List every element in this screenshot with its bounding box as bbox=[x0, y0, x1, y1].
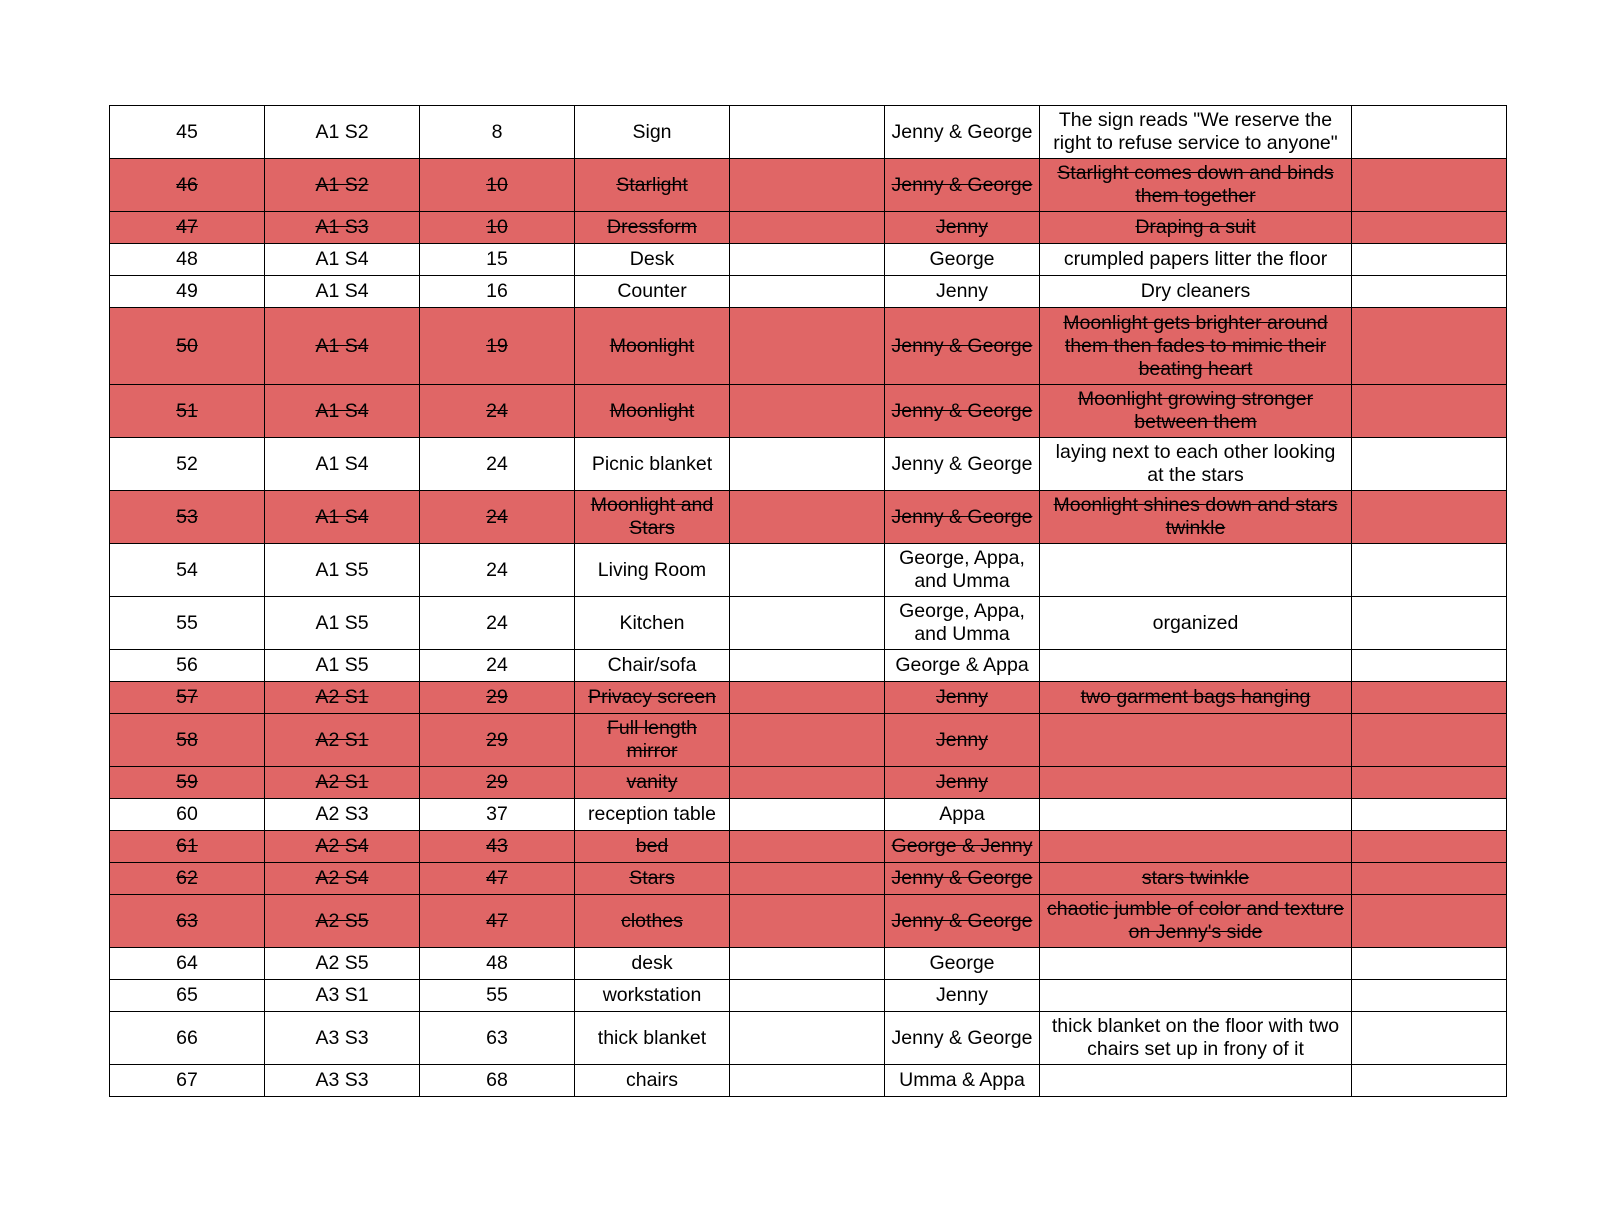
cell-extra[interactable] bbox=[1352, 159, 1507, 212]
table-row-struck bbox=[110, 682, 1507, 714]
cell-scene[interactable]: A1 S3 bbox=[265, 212, 420, 244]
cell-item[interactable]: Chair/sofa bbox=[575, 650, 730, 682]
cell-scene[interactable]: A2 S1 bbox=[265, 714, 420, 767]
cell-page[interactable]: 24 bbox=[420, 544, 575, 597]
table-row bbox=[110, 244, 1507, 276]
table-row bbox=[110, 1012, 1507, 1065]
cell-extra[interactable] bbox=[1352, 106, 1507, 159]
cell-empty[interactable] bbox=[730, 438, 885, 491]
table-row bbox=[110, 276, 1507, 308]
table-row-struck bbox=[110, 212, 1507, 244]
cell-empty[interactable] bbox=[730, 863, 885, 895]
cell-scene[interactable]: A1 S4 bbox=[265, 385, 420, 438]
cell-number[interactable]: 63 bbox=[110, 895, 265, 948]
cell-scene[interactable]: A1 S4 bbox=[265, 308, 420, 385]
cell-empty[interactable] bbox=[730, 980, 885, 1012]
cell-item[interactable]: chairs bbox=[575, 1065, 730, 1097]
cell-item[interactable]: clothes bbox=[575, 895, 730, 948]
table-row-struck bbox=[110, 895, 1507, 948]
cell-characters[interactable]: Jenny & George bbox=[885, 438, 1040, 491]
cell-page[interactable]: 37 bbox=[420, 799, 575, 831]
cell-characters[interactable]: George bbox=[885, 244, 1040, 276]
cell-characters[interactable]: Jenny & George bbox=[885, 106, 1040, 159]
table-row-struck bbox=[110, 714, 1507, 767]
cell-characters[interactable]: George & Appa bbox=[885, 650, 1040, 682]
cell-item[interactable]: Moonlight bbox=[575, 385, 730, 438]
cell-empty[interactable] bbox=[730, 1012, 885, 1065]
cell-scene[interactable]: A2 S5 bbox=[265, 895, 420, 948]
cell-page[interactable]: 24 bbox=[420, 438, 575, 491]
cell-extra[interactable] bbox=[1352, 276, 1507, 308]
cell-item[interactable]: Counter bbox=[575, 276, 730, 308]
cell-item[interactable]: Stars bbox=[575, 863, 730, 895]
cell-notes[interactable] bbox=[1040, 767, 1352, 799]
cell-number[interactable]: 57 bbox=[110, 682, 265, 714]
table-row bbox=[110, 1065, 1507, 1097]
cell-characters[interactable]: Jenny & George bbox=[885, 895, 1040, 948]
cell-page[interactable]: 55 bbox=[420, 980, 575, 1012]
cell-characters[interactable]: George bbox=[885, 948, 1040, 980]
cell-characters[interactable]: Jenny bbox=[885, 714, 1040, 767]
cell-number[interactable]: 45 bbox=[110, 106, 265, 159]
cell-number[interactable]: 48 bbox=[110, 244, 265, 276]
cell-empty[interactable] bbox=[730, 491, 885, 544]
cell-scene[interactable]: A1 S5 bbox=[265, 544, 420, 597]
table-row-struck bbox=[110, 159, 1507, 212]
cell-number[interactable]: 55 bbox=[110, 597, 265, 650]
cell-item[interactable]: vanity bbox=[575, 767, 730, 799]
cell-item[interactable]: workstation bbox=[575, 980, 730, 1012]
table-row-struck bbox=[110, 385, 1507, 438]
cell-item[interactable]: Sign bbox=[575, 106, 730, 159]
cell-page[interactable]: 10 bbox=[420, 159, 575, 212]
cell-scene[interactable]: A1 S4 bbox=[265, 276, 420, 308]
cell-item[interactable]: thick blanket bbox=[575, 1012, 730, 1065]
cell-scene[interactable]: A1 S5 bbox=[265, 650, 420, 682]
cell-characters[interactable]: Jenny & George bbox=[885, 491, 1040, 544]
cell-characters[interactable]: George & Jenny bbox=[885, 831, 1040, 863]
cell-scene[interactable]: A2 S1 bbox=[265, 682, 420, 714]
cell-page[interactable]: 19 bbox=[420, 308, 575, 385]
cell-notes[interactable]: Moonlight growing stronger between them bbox=[1040, 385, 1352, 438]
cell-empty[interactable] bbox=[730, 799, 885, 831]
cell-page[interactable]: 48 bbox=[420, 948, 575, 980]
cell-characters[interactable]: Jenny bbox=[885, 276, 1040, 308]
cell-item[interactable]: Living Room bbox=[575, 544, 730, 597]
cell-page[interactable]: 24 bbox=[420, 491, 575, 544]
cell-scene[interactable]: A3 S3 bbox=[265, 1065, 420, 1097]
cell-scene[interactable]: A2 S1 bbox=[265, 767, 420, 799]
cell-characters[interactable]: George, Appa, and Umma bbox=[885, 544, 1040, 597]
cell-number[interactable]: 59 bbox=[110, 767, 265, 799]
cell-notes[interactable]: chaotic jumble of color and texture on Jenny's side bbox=[1040, 895, 1352, 948]
cell-page[interactable]: 47 bbox=[420, 863, 575, 895]
cell-notes[interactable] bbox=[1040, 948, 1352, 980]
cell-extra[interactable] bbox=[1352, 767, 1507, 799]
cell-empty[interactable] bbox=[730, 385, 885, 438]
cell-notes[interactable]: Draping a suit bbox=[1040, 212, 1352, 244]
cell-notes[interactable] bbox=[1040, 799, 1352, 831]
cell-number[interactable]: 66 bbox=[110, 1012, 265, 1065]
cell-characters[interactable]: Jenny & George bbox=[885, 308, 1040, 385]
cell-number[interactable]: 64 bbox=[110, 948, 265, 980]
table-row bbox=[110, 438, 1507, 491]
cell-extra[interactable] bbox=[1352, 980, 1507, 1012]
cell-extra[interactable] bbox=[1352, 438, 1507, 491]
cell-extra[interactable] bbox=[1352, 597, 1507, 650]
cell-scene[interactable]: A1 S5 bbox=[265, 597, 420, 650]
cell-page[interactable]: 24 bbox=[420, 650, 575, 682]
cell-item[interactable]: Dressform bbox=[575, 212, 730, 244]
cell-item[interactable]: Moonlight and Stars bbox=[575, 491, 730, 544]
cell-scene[interactable]: A1 S4 bbox=[265, 244, 420, 276]
cell-notes[interactable] bbox=[1040, 650, 1352, 682]
cell-number[interactable]: 51 bbox=[110, 385, 265, 438]
cell-notes[interactable]: organized bbox=[1040, 597, 1352, 650]
cell-number[interactable]: 49 bbox=[110, 276, 265, 308]
table-row-struck bbox=[110, 863, 1507, 895]
cell-notes[interactable] bbox=[1040, 544, 1352, 597]
table-row bbox=[110, 948, 1507, 980]
cell-empty[interactable] bbox=[730, 682, 885, 714]
cell-empty[interactable] bbox=[730, 159, 885, 212]
cell-notes[interactable]: thick blanket on the floor with two chairs set up in frony of it bbox=[1040, 1012, 1352, 1065]
cell-characters[interactable]: Jenny & George bbox=[885, 863, 1040, 895]
cell-number[interactable]: 52 bbox=[110, 438, 265, 491]
cell-scene[interactable]: A2 S4 bbox=[265, 831, 420, 863]
cell-empty[interactable] bbox=[730, 650, 885, 682]
table-row-struck bbox=[110, 491, 1507, 544]
cell-page[interactable]: 47 bbox=[420, 895, 575, 948]
cell-empty[interactable] bbox=[730, 895, 885, 948]
cell-item[interactable]: Picnic blanket bbox=[575, 438, 730, 491]
cell-number[interactable]: 61 bbox=[110, 831, 265, 863]
cell-notes[interactable] bbox=[1040, 1065, 1352, 1097]
cell-item[interactable]: reception table bbox=[575, 799, 730, 831]
cell-number[interactable]: 58 bbox=[110, 714, 265, 767]
cell-empty[interactable] bbox=[730, 948, 885, 980]
cell-characters[interactable]: Jenny bbox=[885, 682, 1040, 714]
cell-item[interactable]: Moonlight bbox=[575, 308, 730, 385]
cell-empty[interactable] bbox=[730, 308, 885, 385]
cell-number[interactable]: 54 bbox=[110, 544, 265, 597]
cell-extra[interactable] bbox=[1352, 799, 1507, 831]
cell-number[interactable]: 62 bbox=[110, 863, 265, 895]
cell-page[interactable]: 63 bbox=[420, 1012, 575, 1065]
cell-scene[interactable]: A3 S3 bbox=[265, 1012, 420, 1065]
cell-empty[interactable] bbox=[730, 714, 885, 767]
cell-number[interactable]: 56 bbox=[110, 650, 265, 682]
cell-extra[interactable] bbox=[1352, 244, 1507, 276]
cell-page[interactable]: 43 bbox=[420, 831, 575, 863]
cell-scene[interactable]: A2 S3 bbox=[265, 799, 420, 831]
cell-number[interactable]: 65 bbox=[110, 980, 265, 1012]
cell-scene[interactable]: A1 S2 bbox=[265, 106, 420, 159]
cell-notes[interactable]: Moonlight gets brighter around them then fades to mimic their beating heart bbox=[1040, 308, 1352, 385]
cell-notes[interactable]: crumpled papers litter the floor bbox=[1040, 244, 1352, 276]
cell-number[interactable]: 47 bbox=[110, 212, 265, 244]
cell-notes[interactable] bbox=[1040, 831, 1352, 863]
cell-page[interactable]: 16 bbox=[420, 276, 575, 308]
table-body bbox=[110, 106, 1507, 1097]
cell-characters[interactable]: Jenny & George bbox=[885, 159, 1040, 212]
cell-characters[interactable]: Jenny bbox=[885, 767, 1040, 799]
cell-extra[interactable] bbox=[1352, 544, 1507, 597]
cell-scene[interactable]: A1 S4 bbox=[265, 491, 420, 544]
cell-notes[interactable] bbox=[1040, 980, 1352, 1012]
table-row bbox=[110, 106, 1507, 159]
table-row bbox=[110, 980, 1507, 1012]
cell-empty[interactable] bbox=[730, 1065, 885, 1097]
cell-notes[interactable]: two garment bags hanging bbox=[1040, 682, 1352, 714]
cell-empty[interactable] bbox=[730, 276, 885, 308]
table-row-struck bbox=[110, 767, 1507, 799]
cell-characters[interactable]: Appa bbox=[885, 799, 1040, 831]
cell-item[interactable]: Kitchen bbox=[575, 597, 730, 650]
cell-page[interactable]: 8 bbox=[420, 106, 575, 159]
cell-empty[interactable] bbox=[730, 244, 885, 276]
cell-page[interactable]: 24 bbox=[420, 385, 575, 438]
table-row-struck bbox=[110, 308, 1507, 385]
cell-empty[interactable] bbox=[730, 767, 885, 799]
props-table bbox=[109, 105, 1507, 1097]
cell-page[interactable]: 29 bbox=[420, 714, 575, 767]
cell-characters[interactable]: Jenny bbox=[885, 980, 1040, 1012]
table-row bbox=[110, 650, 1507, 682]
cell-number[interactable]: 50 bbox=[110, 308, 265, 385]
cell-characters[interactable]: George, Appa, and Umma bbox=[885, 597, 1040, 650]
cell-extra[interactable] bbox=[1352, 863, 1507, 895]
cell-extra[interactable] bbox=[1352, 714, 1507, 767]
table-row bbox=[110, 799, 1507, 831]
cell-item[interactable]: Full length mirror bbox=[575, 714, 730, 767]
cell-notes[interactable]: Dry cleaners bbox=[1040, 276, 1352, 308]
cell-empty[interactable] bbox=[730, 212, 885, 244]
cell-characters[interactable]: Jenny & George bbox=[885, 385, 1040, 438]
cell-extra[interactable] bbox=[1352, 308, 1507, 385]
cell-page[interactable]: 24 bbox=[420, 597, 575, 650]
cell-extra[interactable] bbox=[1352, 385, 1507, 438]
cell-page[interactable]: 68 bbox=[420, 1065, 575, 1097]
cell-notes[interactable]: The sign reads "We reserve the right to refuse service to anyone" bbox=[1040, 106, 1352, 159]
cell-scene[interactable]: A3 S1 bbox=[265, 980, 420, 1012]
cell-extra[interactable] bbox=[1352, 948, 1507, 980]
cell-extra[interactable] bbox=[1352, 1012, 1507, 1065]
cell-number[interactable]: 46 bbox=[110, 159, 265, 212]
cell-extra[interactable] bbox=[1352, 895, 1507, 948]
table-row-struck bbox=[110, 831, 1507, 863]
cell-number[interactable]: 67 bbox=[110, 1065, 265, 1097]
cell-empty[interactable] bbox=[730, 597, 885, 650]
cell-notes[interactable]: laying next to each other looking at the stars bbox=[1040, 438, 1352, 491]
cell-number[interactable]: 60 bbox=[110, 799, 265, 831]
cell-empty[interactable] bbox=[730, 544, 885, 597]
cell-page[interactable]: 29 bbox=[420, 682, 575, 714]
cell-page[interactable]: 10 bbox=[420, 212, 575, 244]
cell-characters[interactable]: Jenny & George bbox=[885, 1012, 1040, 1065]
cell-extra[interactable] bbox=[1352, 212, 1507, 244]
cell-item[interactable]: Desk bbox=[575, 244, 730, 276]
cell-scene[interactable]: A1 S2 bbox=[265, 159, 420, 212]
cell-extra[interactable] bbox=[1352, 650, 1507, 682]
cell-page[interactable]: 15 bbox=[420, 244, 575, 276]
cell-scene[interactable]: A2 S5 bbox=[265, 948, 420, 980]
cell-notes[interactable]: Starlight comes down and binds them together bbox=[1040, 159, 1352, 212]
cell-item[interactable]: Starlight bbox=[575, 159, 730, 212]
cell-notes[interactable]: stars twinkle bbox=[1040, 863, 1352, 895]
cell-characters[interactable]: Umma & Appa bbox=[885, 1065, 1040, 1097]
cell-extra[interactable] bbox=[1352, 491, 1507, 544]
cell-notes[interactable] bbox=[1040, 714, 1352, 767]
cell-notes[interactable]: Moonlight shines down and stars twinkle bbox=[1040, 491, 1352, 544]
cell-characters[interactable]: Jenny bbox=[885, 212, 1040, 244]
cell-extra[interactable] bbox=[1352, 1065, 1507, 1097]
cell-item[interactable]: bed bbox=[575, 831, 730, 863]
cell-extra[interactable] bbox=[1352, 682, 1507, 714]
cell-number[interactable]: 53 bbox=[110, 491, 265, 544]
cell-item[interactable]: desk bbox=[575, 948, 730, 980]
cell-scene[interactable]: A2 S4 bbox=[265, 863, 420, 895]
cell-empty[interactable] bbox=[730, 831, 885, 863]
cell-scene[interactable]: A1 S4 bbox=[265, 438, 420, 491]
cell-page[interactable]: 29 bbox=[420, 767, 575, 799]
table-row bbox=[110, 597, 1507, 650]
cell-empty[interactable] bbox=[730, 106, 885, 159]
table-row bbox=[110, 544, 1507, 597]
cell-item[interactable]: Privacy screen bbox=[575, 682, 730, 714]
cell-extra[interactable] bbox=[1352, 831, 1507, 863]
